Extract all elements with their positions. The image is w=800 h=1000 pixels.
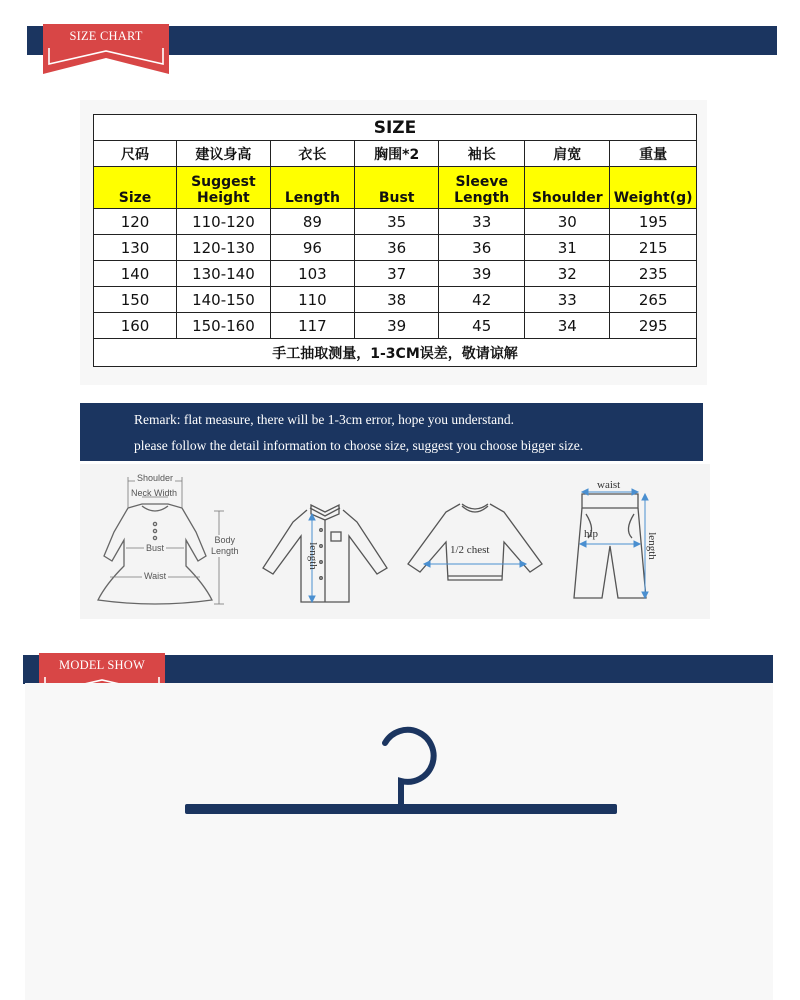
header-cn-cell: 肩宽 bbox=[525, 141, 610, 167]
table-row bbox=[94, 209, 697, 235]
table-cell: 36 bbox=[439, 235, 525, 261]
table-cell: 130-140 bbox=[177, 261, 271, 287]
table-cell: 37 bbox=[355, 261, 439, 287]
pants-diagram bbox=[560, 464, 710, 619]
hanger-icon bbox=[25, 683, 773, 1000]
table-cell: 39 bbox=[355, 313, 439, 339]
hip-label: hip bbox=[584, 528, 599, 540]
dress-diagram bbox=[80, 464, 250, 619]
header-cn-cell: 衣长 bbox=[270, 141, 354, 167]
header-cn-cell: 建议身高 bbox=[177, 141, 271, 167]
size-table-header-en bbox=[94, 167, 697, 209]
header-en-cell: Length bbox=[270, 167, 354, 209]
table-cell: 110-120 bbox=[177, 209, 271, 235]
table-cell: 35 bbox=[355, 209, 439, 235]
bust-label: Bust bbox=[146, 543, 165, 553]
table-cell: 36 bbox=[355, 235, 439, 261]
table-cell: 265 bbox=[610, 287, 697, 313]
neck-width-label: Neck Width bbox=[131, 488, 178, 498]
header-en-cell: Weight(g) bbox=[610, 167, 697, 209]
header-cn-cell: 胸围*2 bbox=[355, 141, 439, 167]
table-cell: 38 bbox=[355, 287, 439, 313]
table-cell: 32 bbox=[525, 261, 610, 287]
size-table-note: 手工抽取测量，1-3CM误差，敬请谅解 bbox=[94, 339, 697, 367]
shirt-diagram bbox=[255, 464, 400, 619]
table-cell: 103 bbox=[270, 261, 354, 287]
shirt-length-label: length bbox=[306, 542, 319, 570]
body-length-label-2: Length bbox=[211, 546, 239, 556]
table-cell: 34 bbox=[525, 313, 610, 339]
remark-line-1: Remark: flat measure, there will be 1-3cm error, hope you understand. bbox=[134, 412, 514, 427]
table-cell: 45 bbox=[439, 313, 525, 339]
remark-line-2: please follow the detail information to choose size, suggest you choose bigger size. bbox=[134, 438, 584, 453]
header-en-cell: Shoulder bbox=[525, 167, 610, 209]
table-row bbox=[94, 261, 697, 287]
header-cn-cell: 尺码 bbox=[94, 141, 177, 167]
table-cell: 195 bbox=[610, 209, 697, 235]
table-row bbox=[94, 235, 697, 261]
table-cell: 140-150 bbox=[177, 287, 271, 313]
table-cell: 215 bbox=[610, 235, 697, 261]
table-cell: 120 bbox=[94, 209, 177, 235]
table-cell: 42 bbox=[439, 287, 525, 313]
table-cell: 235 bbox=[610, 261, 697, 287]
shirt-icon bbox=[255, 464, 400, 619]
table-cell: 33 bbox=[439, 209, 525, 235]
table-row bbox=[94, 313, 697, 339]
model-show-title: MODEL SHOW bbox=[59, 658, 145, 672]
header-cn-cell: 重量 bbox=[610, 141, 697, 167]
table-cell: 39 bbox=[439, 261, 525, 287]
model-show-area bbox=[25, 683, 773, 1000]
header-en-cell: Sleeve Length bbox=[439, 167, 525, 209]
sweater-icon bbox=[400, 464, 550, 619]
header-cn-cell: 袖长 bbox=[439, 141, 525, 167]
table-cell: 130 bbox=[94, 235, 177, 261]
table-cell: 96 bbox=[270, 235, 354, 261]
size-table-title: SIZE bbox=[94, 115, 697, 141]
table-row bbox=[94, 287, 697, 313]
table-cell: 31 bbox=[525, 235, 610, 261]
table-cell: 117 bbox=[270, 313, 354, 339]
size-table-header-cn bbox=[94, 141, 697, 167]
table-cell: 120-130 bbox=[177, 235, 271, 261]
size-table-panel bbox=[80, 100, 707, 385]
body-length-label bbox=[211, 535, 239, 557]
table-cell: 160 bbox=[94, 313, 177, 339]
table-cell: 110 bbox=[270, 287, 354, 313]
table-cell: 33 bbox=[525, 287, 610, 313]
table-cell: 150 bbox=[94, 287, 177, 313]
sweater-diagram bbox=[400, 464, 550, 619]
size-chart-title: SIZE CHART bbox=[69, 29, 143, 43]
remark-box bbox=[80, 403, 703, 461]
waist-label: Waist bbox=[144, 571, 167, 581]
pants-length-label: length bbox=[645, 532, 658, 560]
header-en-cell: Size bbox=[94, 167, 177, 209]
table-cell: 140 bbox=[94, 261, 177, 287]
header-en-cell: Suggest Height bbox=[177, 167, 271, 209]
measure-diagrams bbox=[80, 464, 710, 619]
table-cell: 295 bbox=[610, 313, 697, 339]
header-en-cell: Bust bbox=[355, 167, 439, 209]
size-chart-banner-tab bbox=[43, 24, 169, 72]
chest-label: 1/2 chest bbox=[450, 544, 490, 556]
table-cell: 89 bbox=[270, 209, 354, 235]
table-cell: 30 bbox=[525, 209, 610, 235]
table-cell: 150-160 bbox=[177, 313, 271, 339]
waist-label: waist bbox=[597, 479, 621, 491]
body-length-label-1: Body bbox=[214, 535, 236, 545]
shoulder-label: Shoulder bbox=[137, 473, 174, 483]
size-table bbox=[93, 114, 697, 367]
pants-icon bbox=[560, 464, 710, 619]
